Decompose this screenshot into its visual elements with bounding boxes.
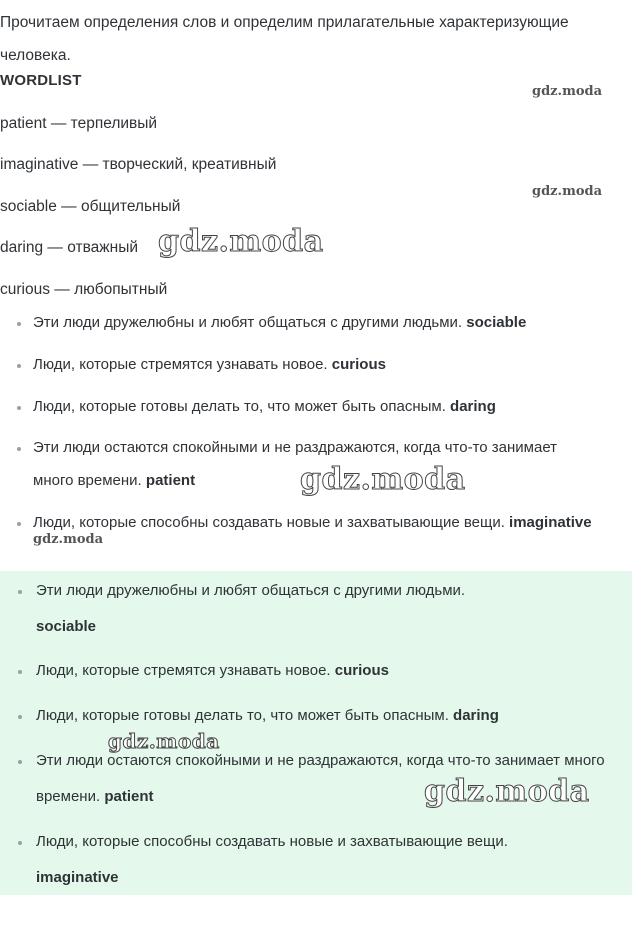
- answer-word: imaginative: [36, 869, 119, 886]
- watermark-logo: gdz.moda: [158, 224, 324, 259]
- watermark-logo: gdz.moda: [532, 84, 603, 99]
- definition-text: Эти люди дружелюбны и любят общаться с другими людьми.: [33, 314, 463, 331]
- definition-text: Эти люди остаются спокойными и не раздражаются, когда что-то занимает много времени.: [33, 439, 558, 489]
- definition-text: Люди, которые способны создавать новые и захватывающие вещи.: [36, 833, 508, 850]
- bullet-icon: [17, 447, 21, 451]
- intro-text: Прочитаем определения слов и определим прилагательные характеризующие человека.: [0, 14, 569, 64]
- watermark-logo: gdz.moda: [300, 462, 466, 497]
- watermark-logo: gdz.moda: [33, 532, 104, 547]
- bullet-icon: [17, 406, 21, 410]
- wordlist-item-imaginative: imaginative — творческий, креативный: [0, 156, 277, 173]
- watermark-logo: gdz.moda: [108, 729, 220, 753]
- bullet-icon: [18, 841, 22, 845]
- definition-text: Люди, которые способны создавать новые и захватывающие вещи.: [33, 514, 505, 531]
- wordlist-item-curious: curious — любопытный: [0, 281, 168, 298]
- definition-text: Люди, которые стремятся узнавать новое.: [36, 662, 331, 679]
- wordlist-item-sociable: sociable — общительный: [0, 198, 181, 215]
- answer-word: daring: [453, 707, 499, 724]
- watermark-logo: gdz.moda: [424, 774, 590, 809]
- wordlist-item-patient: patient — терпеливый: [0, 115, 158, 132]
- bullet-icon: [18, 670, 22, 674]
- wordlist-item-daring: daring — отважный: [0, 239, 138, 256]
- bullet-icon: [17, 522, 21, 526]
- bullet-icon: [17, 364, 21, 368]
- answer-word: sociable: [36, 618, 97, 635]
- definition-text: Люди, которые готовы делать то, что может быть опасным.: [33, 398, 446, 415]
- highlighted-answers-box: [0, 571, 632, 895]
- watermark-logo: gdz.moda: [532, 184, 603, 199]
- answer-word: curious: [331, 356, 386, 373]
- bullet-icon: [18, 760, 22, 764]
- bullet-icon: [18, 590, 22, 594]
- answer-word: patient: [104, 788, 154, 805]
- answer-word: daring: [450, 398, 496, 415]
- definition-text: Люди, которые стремятся узнавать новое.: [33, 356, 328, 373]
- answer-word: curious: [334, 662, 389, 679]
- definition-text: Люди, которые готовы делать то, что может быть опасным.: [36, 707, 449, 724]
- answer-word: sociable: [466, 314, 527, 331]
- answer-word: imaginative: [509, 514, 592, 531]
- bullet-icon: [17, 322, 21, 326]
- definition-text: Эти люди остаются спокойными и не раздражаются, когда что-то занимает много времени.: [36, 752, 605, 805]
- answer-word: patient: [145, 472, 196, 489]
- definition-text: Эти люди дружелюбны и любят общаться с другими людьми.: [36, 582, 466, 599]
- bullet-icon: [18, 715, 22, 719]
- wordlist-heading: WORDLIST: [0, 72, 82, 89]
